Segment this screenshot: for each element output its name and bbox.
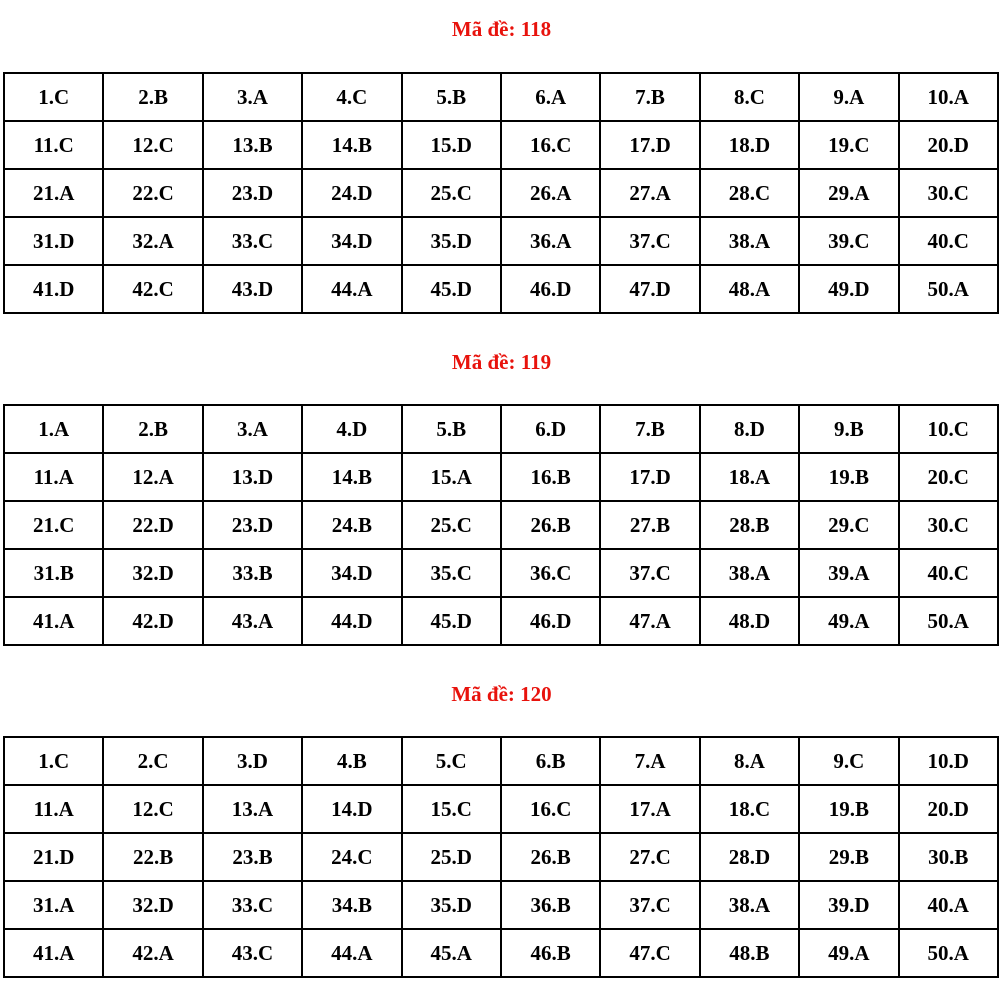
answer-cell: 1.C [4, 73, 103, 121]
table-row [4, 121, 998, 169]
answer-cell: 13.A [203, 785, 302, 833]
answer-cell: 7.A [600, 737, 699, 785]
answer-cell: 18.A [700, 453, 799, 501]
answer-cell: 38.A [700, 549, 799, 597]
answer-cell: 20.D [899, 785, 998, 833]
answer-cell: 39.D [799, 881, 898, 929]
answer-cell: 44.A [302, 929, 401, 977]
answer-cell: 14.B [302, 453, 401, 501]
answer-cell: 49.A [799, 597, 898, 645]
answer-cell: 14.B [302, 121, 401, 169]
answer-cell: 16.C [501, 121, 600, 169]
answer-cell: 45.D [402, 597, 501, 645]
answer-cell: 4.C [302, 73, 401, 121]
answer-cell: 33.B [203, 549, 302, 597]
answer-cell: 36.B [501, 881, 600, 929]
answer-cell: 43.D [203, 265, 302, 313]
answer-cell: 3.D [203, 737, 302, 785]
answer-cell: 2.C [103, 737, 202, 785]
answer-cell: 16.C [501, 785, 600, 833]
answer-cell: 27.B [600, 501, 699, 549]
answer-cell: 7.B [600, 73, 699, 121]
answer-cell: 18.C [700, 785, 799, 833]
answer-cell: 12.A [103, 453, 202, 501]
answer-cell: 10.D [899, 737, 998, 785]
answer-cell: 25.C [402, 169, 501, 217]
answer-cell: 13.D [203, 453, 302, 501]
answer-cell: 8.C [700, 73, 799, 121]
answer-cell: 5.B [402, 73, 501, 121]
answer-cell: 39.A [799, 549, 898, 597]
answer-cell: 50.A [899, 265, 998, 313]
answer-cell: 4.B [302, 737, 401, 785]
answer-cell: 34.B [302, 881, 401, 929]
table-row [4, 549, 998, 597]
answer-cell: 46.B [501, 929, 600, 977]
answer-cell: 38.A [700, 217, 799, 265]
answer-cell: 35.C [402, 549, 501, 597]
table-row [4, 265, 998, 313]
answer-cell: 32.D [103, 549, 202, 597]
answer-cell: 46.D [501, 597, 600, 645]
answer-cell: 49.A [799, 929, 898, 977]
answer-cell: 22.B [103, 833, 202, 881]
answer-cell: 17.A [600, 785, 699, 833]
answer-cell: 1.C [4, 737, 103, 785]
answer-cell: 31.B [4, 549, 103, 597]
answer-cell: 47.D [600, 265, 699, 313]
answer-cell: 18.D [700, 121, 799, 169]
answer-cell: 25.D [402, 833, 501, 881]
answer-cell: 11.C [4, 121, 103, 169]
answer-cell: 9.C [799, 737, 898, 785]
answer-cell: 40.C [899, 549, 998, 597]
answer-cell: 30.B [899, 833, 998, 881]
answer-cell: 41.D [4, 265, 103, 313]
answer-table-119 [3, 404, 999, 646]
table-row [4, 453, 998, 501]
answer-cell: 29.B [799, 833, 898, 881]
answer-cell: 36.C [501, 549, 600, 597]
answer-cell: 39.C [799, 217, 898, 265]
answer-cell: 28.B [700, 501, 799, 549]
answer-cell: 45.A [402, 929, 501, 977]
answer-cell: 12.C [103, 785, 202, 833]
section-title-120: Mã đề: 120 [451, 682, 552, 706]
answer-cell: 34.D [302, 217, 401, 265]
answer-cell: 25.C [402, 501, 501, 549]
table-row [4, 597, 998, 645]
section-title-119: Mã đề: 119 [451, 350, 552, 374]
answer-cell: 6.D [501, 405, 600, 453]
answer-cell: 17.D [600, 121, 699, 169]
table-row [4, 169, 998, 217]
answer-cell: 32.D [103, 881, 202, 929]
answer-cell: 21.A [4, 169, 103, 217]
answer-cell: 50.A [899, 929, 998, 977]
answer-cell: 10.A [899, 73, 998, 121]
answer-cell: 48.B [700, 929, 799, 977]
answer-cell: 44.D [302, 597, 401, 645]
answer-cell: 19.C [799, 121, 898, 169]
answer-cell: 17.D [600, 453, 699, 501]
answer-cell: 10.C [899, 405, 998, 453]
answer-cell: 32.A [103, 217, 202, 265]
answer-cell: 2.B [103, 73, 202, 121]
table-row [4, 785, 998, 833]
answer-cell: 50.A [899, 597, 998, 645]
answer-cell: 19.B [799, 453, 898, 501]
table-row [4, 833, 998, 881]
answer-cell: 40.C [899, 217, 998, 265]
answer-cell: 29.C [799, 501, 898, 549]
answer-cell: 28.C [700, 169, 799, 217]
section-title-118: Mã đề: 118 [451, 17, 552, 41]
answer-cell: 7.B [600, 405, 699, 453]
answer-cell: 31.A [4, 881, 103, 929]
answer-cell: 26.B [501, 501, 600, 549]
answer-cell: 23.D [203, 501, 302, 549]
answer-cell: 16.B [501, 453, 600, 501]
answer-cell: 19.B [799, 785, 898, 833]
answer-cell: 28.D [700, 833, 799, 881]
answer-cell: 24.C [302, 833, 401, 881]
answer-cell: 26.B [501, 833, 600, 881]
answer-cell: 47.C [600, 929, 699, 977]
table-row [4, 217, 998, 265]
table-row [4, 737, 998, 785]
answer-cell: 11.A [4, 453, 103, 501]
answer-cell: 42.C [103, 265, 202, 313]
answer-cell: 30.C [899, 169, 998, 217]
answer-cell: 4.D [302, 405, 401, 453]
answer-cell: 26.A [501, 169, 600, 217]
answer-cell: 42.D [103, 597, 202, 645]
answer-cell: 34.D [302, 549, 401, 597]
answer-cell: 48.A [700, 265, 799, 313]
answer-cell: 31.D [4, 217, 103, 265]
answer-cell: 11.A [4, 785, 103, 833]
answer-cell: 1.A [4, 405, 103, 453]
answer-cell: 13.B [203, 121, 302, 169]
answer-cell: 23.B [203, 833, 302, 881]
answer-cell: 36.A [501, 217, 600, 265]
answer-cell: 30.C [899, 501, 998, 549]
answer-cell: 37.C [600, 217, 699, 265]
answer-cell: 9.A [799, 73, 898, 121]
answer-cell: 22.D [103, 501, 202, 549]
answer-table-118 [3, 72, 999, 314]
answer-cell: 40.A [899, 881, 998, 929]
answer-cell: 14.D [302, 785, 401, 833]
answer-cell: 37.C [600, 549, 699, 597]
answer-cell: 27.A [600, 169, 699, 217]
answer-cell: 8.D [700, 405, 799, 453]
answer-cell: 47.A [600, 597, 699, 645]
answer-cell: 41.A [4, 929, 103, 977]
answer-cell: 5.B [402, 405, 501, 453]
answer-cell: 20.D [899, 121, 998, 169]
answer-cell: 43.A [203, 597, 302, 645]
answer-cell: 33.C [203, 217, 302, 265]
answer-cell: 23.D [203, 169, 302, 217]
answer-cell: 43.C [203, 929, 302, 977]
answer-cell: 9.B [799, 405, 898, 453]
answer-cell: 44.A [302, 265, 401, 313]
table-row [4, 73, 998, 121]
answer-table-120 [3, 736, 999, 978]
answer-cell: 15.D [402, 121, 501, 169]
answer-cell: 48.D [700, 597, 799, 645]
answer-cell: 2.B [103, 405, 202, 453]
answer-cell: 21.C [4, 501, 103, 549]
answer-cell: 12.C [103, 121, 202, 169]
answer-cell: 24.B [302, 501, 401, 549]
answer-cell: 45.D [402, 265, 501, 313]
answer-cell: 49.D [799, 265, 898, 313]
table-row [4, 881, 998, 929]
answer-cell: 35.D [402, 217, 501, 265]
table-row [4, 405, 998, 453]
answer-cell: 41.A [4, 597, 103, 645]
answer-cell: 8.A [700, 737, 799, 785]
answer-cell: 15.A [402, 453, 501, 501]
answer-cell: 6.B [501, 737, 600, 785]
answer-cell: 38.A [700, 881, 799, 929]
answer-cell: 35.D [402, 881, 501, 929]
table-row [4, 929, 998, 977]
answer-cell: 15.C [402, 785, 501, 833]
answer-cell: 3.A [203, 405, 302, 453]
answer-cell: 22.C [103, 169, 202, 217]
answer-cell: 29.A [799, 169, 898, 217]
answer-cell: 37.C [600, 881, 699, 929]
answer-cell: 20.C [899, 453, 998, 501]
answer-cell: 24.D [302, 169, 401, 217]
table-row [4, 501, 998, 549]
answer-cell: 27.C [600, 833, 699, 881]
answer-cell: 33.C [203, 881, 302, 929]
answer-cell: 42.A [103, 929, 202, 977]
answer-cell: 5.C [402, 737, 501, 785]
answer-cell: 21.D [4, 833, 103, 881]
answer-cell: 3.A [203, 73, 302, 121]
answer-cell: 6.A [501, 73, 600, 121]
answer-cell: 46.D [501, 265, 600, 313]
